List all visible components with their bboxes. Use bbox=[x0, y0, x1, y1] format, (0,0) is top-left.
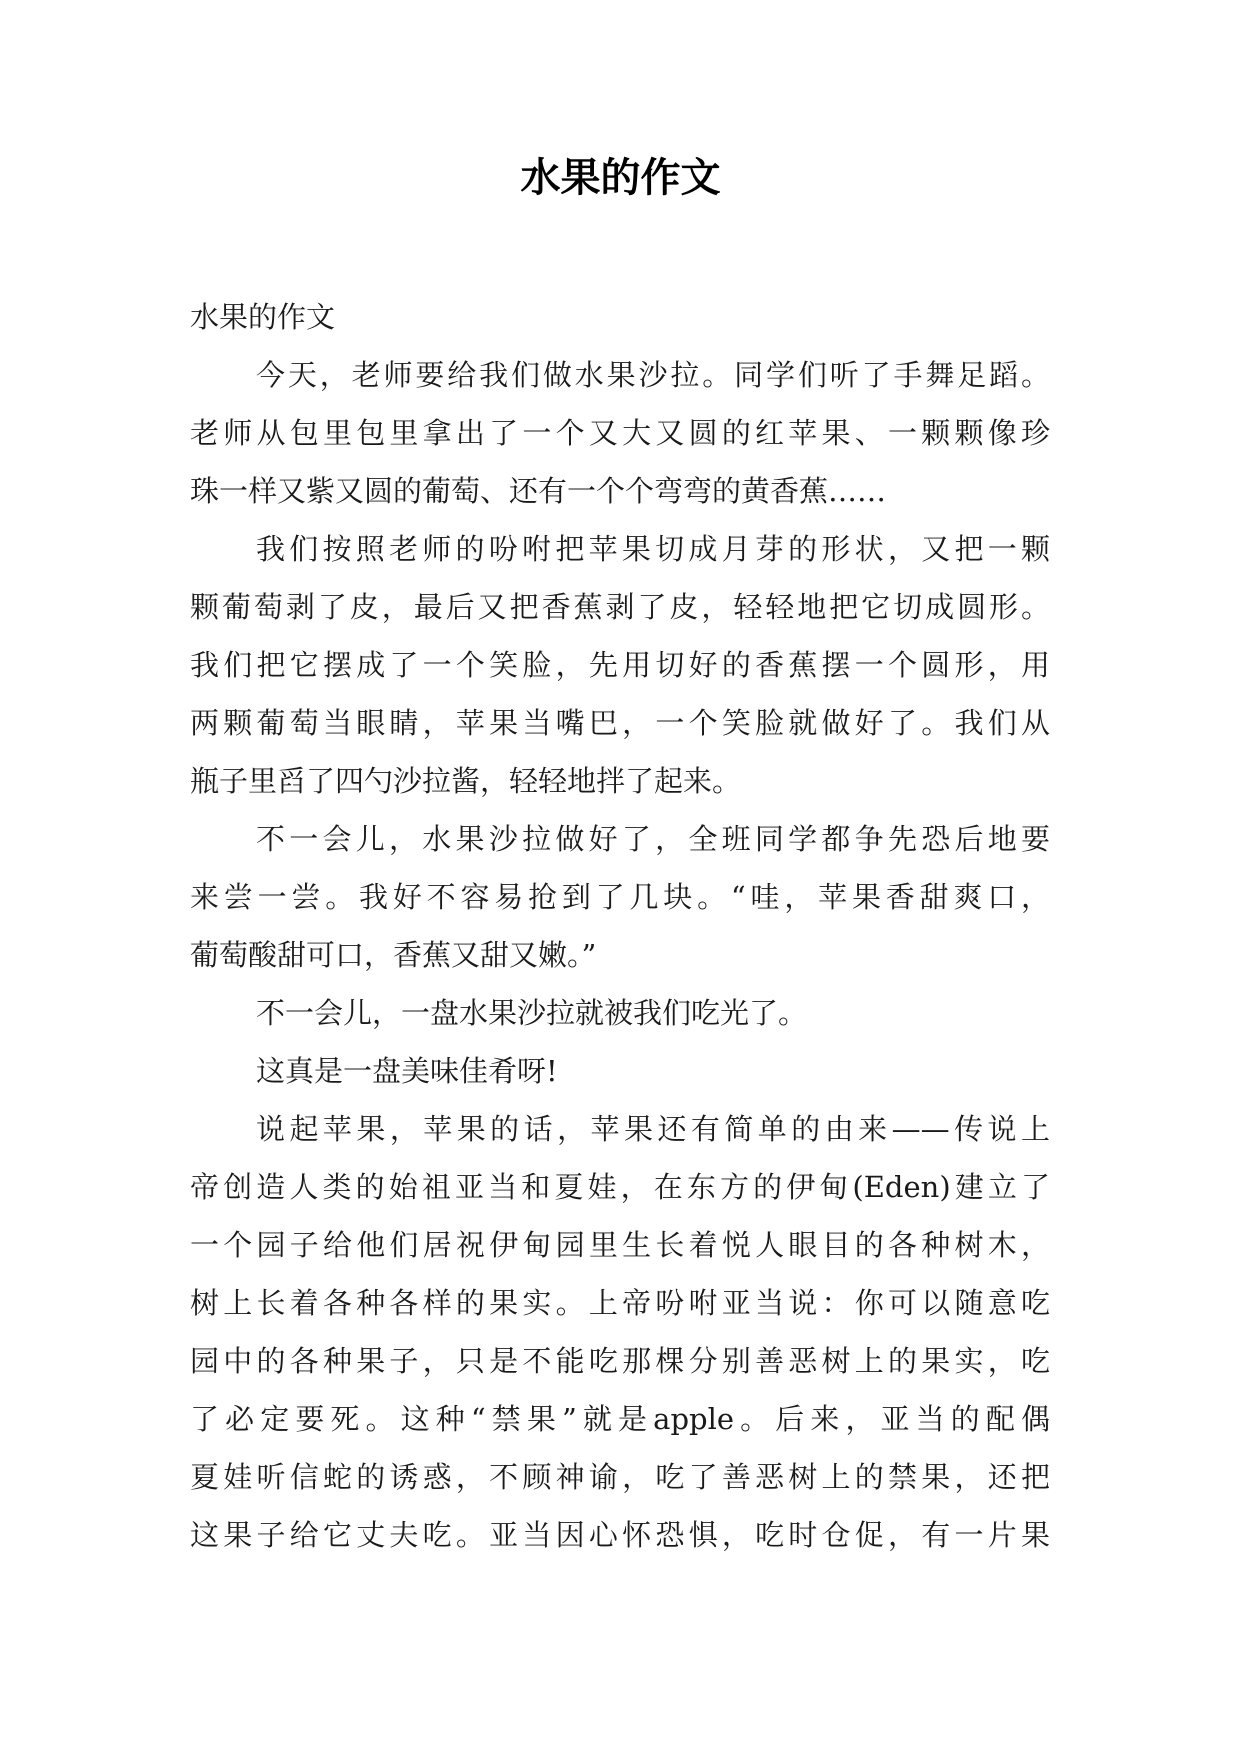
text-line: 了必定要死。这种“禁果”就是apple。后来，亚当的配偶 bbox=[190, 1402, 1050, 1436]
text-line: 这果子给它丈夫吃。亚当因心怀恐惧，吃时仓促，有一片果 bbox=[190, 1518, 1050, 1552]
text-line: 颗葡萄剥了皮，最后又把香蕉剥了皮，轻轻地把它切成圆形。 bbox=[190, 590, 1050, 624]
text-line: 我们把它摆成了一个笑脸，先用切好的香蕉摆一个圆形，用 bbox=[190, 648, 1050, 682]
text-line: 不一会儿，一盘水果沙拉就被我们吃光了。 bbox=[256, 996, 808, 1030]
text-line: 园中的各种果子，只是不能吃那棵分别善恶树上的果实，吃 bbox=[190, 1344, 1050, 1378]
document-body bbox=[190, 288, 1050, 1564]
text-line: 一个园子给他们居祝伊甸园里生长着悦人眼目的各种树木， bbox=[190, 1228, 1050, 1262]
document-subtitle: 水果的作文 bbox=[190, 300, 336, 334]
text-line: 来尝一尝。我好不容易抢到了几块。“哇，苹果香甜爽口， bbox=[190, 880, 1050, 914]
text-line: 树上长着各种各样的果实。上帝吩咐亚当说：你可以随意吃 bbox=[190, 1286, 1050, 1320]
text-line: 这真是一盘美味佳肴呀! bbox=[256, 1054, 558, 1088]
document-title: 水果的作文 bbox=[520, 155, 721, 201]
text-line: 帝创造人类的始祖亚当和夏娃，在东方的伊甸(Eden)建立了 bbox=[190, 1170, 1050, 1204]
paragraph bbox=[190, 1100, 1050, 1564]
text-line: 老师从包里包里拿出了一个又大又圆的红苹果、一颗颗像珍 bbox=[190, 416, 1050, 450]
text-line: 不一会儿，水果沙拉做好了，全班同学都争先恐后地要 bbox=[256, 822, 1050, 856]
text-line: 今天，老师要给我们做水果沙拉。同学们听了手舞足蹈。 bbox=[256, 358, 1050, 392]
text-line: 葡萄酸甜可口，香蕉又甜又嫩。” bbox=[190, 938, 597, 972]
text-line: 我们按照老师的吩咐把苹果切成月芽的形状，又把一颗 bbox=[256, 532, 1050, 566]
text-line: 珠一样又紫又圆的葡萄、还有一个个弯弯的黄香蕉…… bbox=[190, 474, 887, 508]
paragraph bbox=[190, 810, 1050, 984]
text-line: 瓶子里舀了四勺沙拉酱，轻轻地拌了起来。 bbox=[190, 764, 742, 798]
text-line: 夏娃听信蛇的诱惑，不顾神谕，吃了善恶树上的禁果，还把 bbox=[190, 1460, 1050, 1494]
paragraph bbox=[190, 1042, 1050, 1100]
text-line: 说起苹果，苹果的话，苹果还有简单的由来——传说上 bbox=[256, 1112, 1050, 1146]
text-line: 两颗葡萄当眼睛，苹果当嘴巴，一个笑脸就做好了。我们从 bbox=[190, 706, 1050, 740]
paragraph bbox=[190, 346, 1050, 520]
paragraph bbox=[190, 520, 1050, 810]
paragraph bbox=[190, 984, 1050, 1042]
